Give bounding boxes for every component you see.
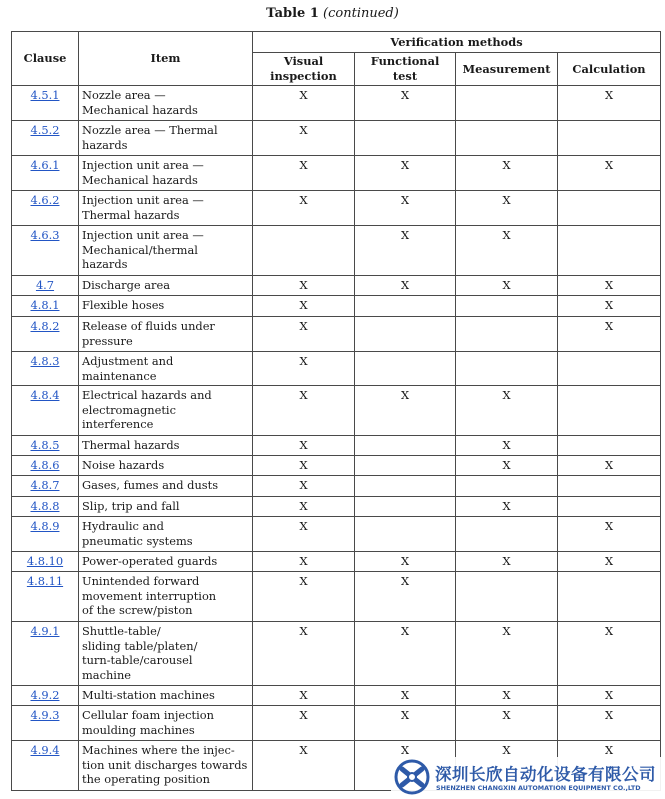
- method-mark-cell: X: [253, 317, 355, 352]
- company-watermark: [391, 757, 665, 799]
- method-mark-cell: X: [355, 741, 456, 791]
- method-mark-cell: [456, 476, 558, 497]
- method-mark-cell: [456, 517, 558, 552]
- item-cell: Multi-station machines: [79, 686, 253, 706]
- clause-cell: [12, 572, 79, 622]
- table-row: [12, 706, 661, 741]
- clause-link[interactable]: 4.5.1: [30, 88, 60, 102]
- method-mark-cell: [558, 191, 661, 226]
- method-mark-cell: X: [558, 456, 661, 476]
- method-mark-cell: X: [355, 386, 456, 436]
- clause-link[interactable]: 4.8.2: [30, 319, 60, 333]
- method-mark-cell: X: [558, 741, 661, 791]
- table-row: [12, 352, 661, 386]
- table-row: [12, 296, 661, 317]
- method-mark-cell: X: [456, 386, 558, 436]
- method-mark-cell: X: [355, 622, 456, 686]
- clause-cell: [12, 352, 79, 386]
- method-mark-cell: X: [558, 706, 661, 741]
- clause-cell: [12, 226, 79, 276]
- company-name-chinese: 深圳长欣自动化设备有限公司: [435, 765, 656, 784]
- method-mark-cell: X: [355, 276, 456, 296]
- item-cell: Cellular foam injection moulding machines: [79, 706, 253, 741]
- method-mark-cell: X: [456, 226, 558, 276]
- method-mark-cell: [355, 296, 456, 317]
- clause-link[interactable]: 4.8.3: [30, 354, 60, 368]
- item-cell: Power-operated guards: [79, 552, 253, 572]
- method-mark-cell: [558, 386, 661, 436]
- method-mark-cell: X: [253, 386, 355, 436]
- clause-cell: [12, 191, 79, 226]
- method-mark-cell: [456, 317, 558, 352]
- method-mark-cell: X: [456, 276, 558, 296]
- method-mark-cell: X: [355, 572, 456, 622]
- item-cell: Thermal hazards: [79, 436, 253, 456]
- method-mark-cell: X: [558, 276, 661, 296]
- method-mark-cell: X: [558, 622, 661, 686]
- method-mark-cell: [558, 476, 661, 497]
- clause-cell: [12, 497, 79, 517]
- clause-link[interactable]: 4.8.8: [30, 499, 60, 514]
- item-cell: Flexible hoses: [79, 296, 253, 317]
- item-cell: Unintended forward movement interruption of the screw/piston: [79, 572, 253, 622]
- method-mark-cell: [456, 352, 558, 386]
- table-row: [12, 622, 661, 686]
- item-cell: Nozzle area — Thermal hazards: [79, 121, 253, 156]
- method-mark-cell: [253, 226, 355, 276]
- method-mark-cell: X: [456, 456, 558, 476]
- method-mark-cell: X: [253, 276, 355, 296]
- method-mark-cell: X: [456, 686, 558, 706]
- table-row: [12, 317, 661, 352]
- method-mark-cell: X: [456, 622, 558, 686]
- method-mark-cell: X: [456, 497, 558, 517]
- clause-link[interactable]: 4.9.3: [30, 708, 60, 723]
- clause-link[interactable]: 4.8.1: [30, 298, 60, 312]
- method-mark-cell: X: [456, 552, 558, 572]
- method-mark-cell: X: [253, 476, 355, 497]
- method-mark-cell: [456, 121, 558, 156]
- clause-cell: [12, 296, 79, 317]
- table-row: [12, 456, 661, 476]
- method-mark-cell: [456, 296, 558, 317]
- clause-link[interactable]: 4.8.10: [26, 554, 64, 569]
- item-cell: Electrical hazards and electromagnetic interference: [79, 386, 253, 436]
- table-row: [12, 386, 661, 436]
- method-mark-cell: X: [355, 686, 456, 706]
- method-mark-cell: X: [558, 517, 661, 552]
- clause-cell: [12, 86, 79, 121]
- clause-link[interactable]: 4.9.2: [30, 688, 60, 703]
- clause-link[interactable]: 4.6.3: [30, 228, 60, 242]
- method-mark-cell: X: [456, 191, 558, 226]
- table-row: [12, 156, 661, 191]
- clause-cell: [12, 686, 79, 706]
- clause-link[interactable]: 4.8.9: [30, 519, 60, 534]
- header-measurement: Measurement: [456, 53, 558, 86]
- clause-link[interactable]: 4.9.4: [30, 743, 60, 758]
- clause-link[interactable]: 4.8.4: [30, 388, 60, 403]
- item-cell: Injection unit area — Mechanical hazards: [79, 156, 253, 191]
- method-mark-cell: [355, 456, 456, 476]
- item-cell: Gases, fumes and dusts: [79, 476, 253, 497]
- method-mark-cell: X: [253, 436, 355, 456]
- item-cell: Noise hazards: [79, 456, 253, 476]
- method-mark-cell: X: [253, 622, 355, 686]
- item-cell: Slip, trip and fall: [79, 497, 253, 517]
- method-mark-cell: [355, 517, 456, 552]
- method-mark-cell: X: [355, 226, 456, 276]
- clause-cell: [12, 552, 79, 572]
- method-mark-cell: X: [253, 156, 355, 191]
- clause-cell: [12, 622, 79, 686]
- method-mark-cell: X: [253, 86, 355, 121]
- verification-table: [11, 31, 661, 791]
- clause-cell: [12, 276, 79, 296]
- method-mark-cell: [355, 121, 456, 156]
- method-mark-cell: [355, 317, 456, 352]
- header-item: Item: [79, 32, 253, 86]
- table-label: Table 1: [266, 6, 319, 21]
- table-row: [12, 686, 661, 706]
- clause-link[interactable]: 4.8.6: [30, 458, 60, 473]
- clause-link[interactable]: 4.5.2: [30, 123, 60, 137]
- table-body: [12, 86, 661, 791]
- method-mark-cell: X: [558, 686, 661, 706]
- method-mark-cell: X: [253, 572, 355, 622]
- method-mark-cell: X: [253, 517, 355, 552]
- table-continued-note: (continued): [323, 6, 399, 21]
- table-row: [12, 436, 661, 456]
- item-cell: Adjustment and maintenance: [79, 352, 253, 386]
- table-row: [12, 121, 661, 156]
- method-mark-cell: X: [355, 86, 456, 121]
- clause-link[interactable]: 4.8.5: [30, 438, 60, 453]
- method-mark-cell: [558, 352, 661, 386]
- table-caption: [0, 6, 665, 22]
- clause-cell: [12, 517, 79, 552]
- method-mark-cell: [558, 121, 661, 156]
- clause-cell: [12, 476, 79, 497]
- clause-cell: [12, 386, 79, 436]
- method-mark-cell: [456, 572, 558, 622]
- company-name-english: SHENZHEN CHANGXIN AUTOMATION EQUIPMENT CO.,LTD: [436, 784, 641, 792]
- clause-cell: [12, 741, 79, 791]
- table-row: [12, 497, 661, 517]
- method-mark-cell: X: [456, 741, 558, 791]
- table-row: [12, 476, 661, 497]
- table-row: [12, 276, 661, 296]
- item-cell: Release of fluids under pressure: [79, 317, 253, 352]
- clause-cell: [12, 156, 79, 191]
- item-cell: Injection unit area — Mechanical/thermal hazards: [79, 226, 253, 276]
- header-clause: Clause: [12, 32, 79, 86]
- method-mark-cell: [558, 497, 661, 517]
- item-cell: Hydraulic and pneumatic systems: [79, 517, 253, 552]
- method-mark-cell: X: [253, 686, 355, 706]
- method-mark-cell: [355, 476, 456, 497]
- method-mark-cell: X: [558, 552, 661, 572]
- item-cell: Machines where the injec- tion unit discharges towards the operating position: [79, 741, 253, 791]
- item-cell: Shuttle-table/ sliding table/platen/ turn-table/carousel machine: [79, 622, 253, 686]
- header-calculation: Calculation: [558, 53, 661, 86]
- clause-link[interactable]: 4.6.1: [30, 158, 60, 172]
- clause-link[interactable]: 4.8.7: [30, 478, 60, 493]
- clause-link[interactable]: 4.7: [35, 278, 55, 292]
- method-mark-cell: X: [253, 456, 355, 476]
- method-mark-cell: [355, 352, 456, 386]
- item-cell: Nozzle area — Mechanical hazards: [79, 86, 253, 121]
- header-functional-test: Functional test: [355, 53, 456, 86]
- method-mark-cell: X: [456, 436, 558, 456]
- clause-cell: [12, 456, 79, 476]
- method-mark-cell: [456, 86, 558, 121]
- method-mark-cell: [355, 436, 456, 456]
- method-mark-cell: X: [253, 741, 355, 791]
- clause-cell: [12, 436, 79, 456]
- method-mark-cell: [558, 436, 661, 456]
- clause-cell: [12, 706, 79, 741]
- clause-cell: [12, 121, 79, 156]
- method-mark-cell: X: [355, 191, 456, 226]
- method-mark-cell: X: [558, 156, 661, 191]
- clause-link[interactable]: 4.6.2: [30, 193, 60, 207]
- method-mark-cell: X: [355, 156, 456, 191]
- clause-cell: [12, 317, 79, 352]
- table-row: [12, 552, 661, 572]
- method-mark-cell: X: [558, 317, 661, 352]
- header-visual-inspection: Visual inspection: [253, 53, 355, 86]
- header-verification-methods: Verification methods: [253, 32, 661, 53]
- table-row: [12, 572, 661, 622]
- method-mark-cell: X: [558, 296, 661, 317]
- method-mark-cell: X: [355, 552, 456, 572]
- method-mark-cell: X: [253, 352, 355, 386]
- method-mark-cell: X: [355, 706, 456, 741]
- method-mark-cell: X: [456, 706, 558, 741]
- method-mark-cell: X: [253, 706, 355, 741]
- clause-link[interactable]: 4.9.1: [30, 624, 60, 639]
- item-cell: Discharge area: [79, 276, 253, 296]
- table-row: [12, 191, 661, 226]
- clause-link[interactable]: 4.8.11: [26, 574, 64, 589]
- method-mark-cell: X: [253, 191, 355, 226]
- table-row: [12, 86, 661, 121]
- item-cell: Injection unit area — Thermal hazards: [79, 191, 253, 226]
- method-mark-cell: X: [253, 296, 355, 317]
- method-mark-cell: [558, 572, 661, 622]
- method-mark-cell: X: [253, 497, 355, 517]
- method-mark-cell: [558, 226, 661, 276]
- method-mark-cell: X: [456, 156, 558, 191]
- table-row: [12, 517, 661, 552]
- method-mark-cell: X: [558, 86, 661, 121]
- method-mark-cell: X: [253, 121, 355, 156]
- company-logo-icon: [393, 758, 431, 796]
- method-mark-cell: [355, 497, 456, 517]
- method-mark-cell: X: [253, 552, 355, 572]
- table-row: [12, 226, 661, 276]
